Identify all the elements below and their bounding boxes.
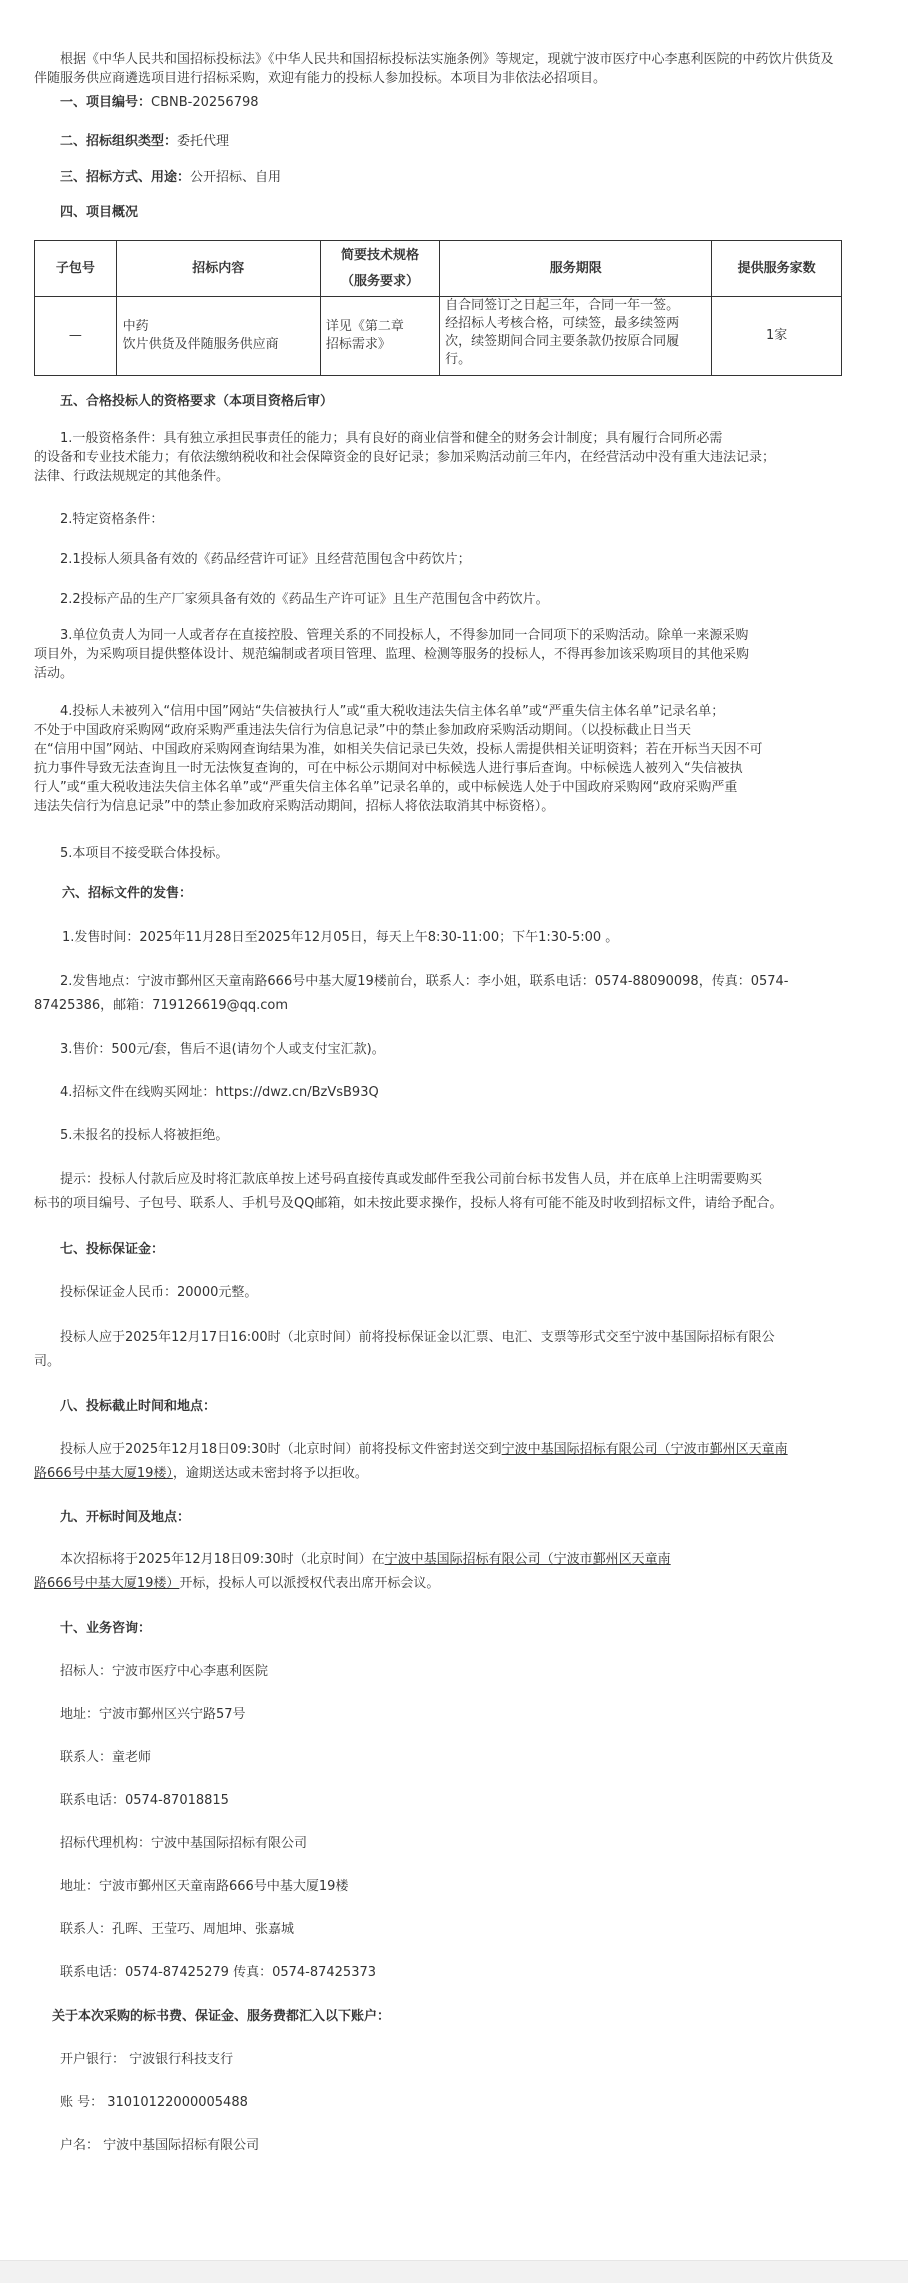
section-document-sale [62,884,192,903]
paragraph-line: 4.招标文件在线购买网址：https://dwz.cn/BzVsB93Q [60,1085,379,1100]
bank-line: 账 号： 31010122000005488 [60,2095,248,2110]
bidding-method: 公开招标、自用 [190,170,282,185]
col-count: 提供服务家数 [712,241,842,297]
qualification-5 [60,844,228,863]
section-label: 九、开标时间及地点： [60,1510,191,1525]
section-deposit [60,1240,164,1259]
intro-paragraph [34,50,846,88]
inquiry-line: 联系电话：0574-87018815 [60,1793,229,1808]
paragraph-line: 司。 [34,1354,61,1369]
section-label: 二、招标组织类型： [60,134,178,149]
cell-package: — [35,297,117,376]
paragraph-line: 不处于中国政府采购网“政府采购严重违法失信行为信息记录”中的禁止参加政府采购活动期间。（以投标截止日当天 [34,723,691,738]
inquiry-line: 联系人：孔晖、王莹巧、周旭坤、张嘉城 [60,1922,295,1937]
sale-unregistered [60,1126,228,1145]
cell-count: 1家 [712,297,842,376]
paragraph-line: 行人”或“重大税收违法失信主体名单”或“严重失信主体名单”记录名单的，或中标候选人处于中国政府采购网“政府采购严重 [34,780,738,795]
paragraph-line: 5.本项目不接受联合体投标。 [60,846,229,861]
paragraph-line [34,1462,846,1486]
cell-period [440,297,712,376]
paragraph-line: 法律、行政法规规定的其他条件。 [34,469,230,484]
paragraph-line: 3.售价：500元/套，售后不退(请勿个人或支付宝汇款)。 [60,1042,385,1057]
bank-line: 户名： 宁波中基国际招标有限公司 [60,2138,260,2153]
cell-content-line: 中药 [122,319,149,334]
paragraph-line: 1.发售时间：2025年11月28日至2025年12月05日，每天上午8:30-11:00；下午1:30-5:00 。 [62,930,619,945]
deposit-deadline [34,1326,846,1374]
col-spec [320,241,439,297]
sale-time [62,928,618,947]
qualification-2-1 [60,550,471,569]
cell-spec-line: 招标需求》 [325,337,391,352]
underlined-text: 路666号中基大厦19楼） [34,1466,173,1481]
cell-period-line: 自合同签订之日起三年，合同一年一签。 [445,298,680,313]
inquiry-line: 招标代理机构：宁波中基国际招标有限公司 [60,1836,308,1851]
qualification-2-2 [60,590,549,609]
section-bid-deadline [60,1397,216,1416]
paragraph-line [34,1548,846,1572]
text-fragment: 投标人应于2025年12月18日09:30时（北京时间）前将投标文件密封送交到 [60,1442,502,1457]
paragraph-line: 2.发售地点：宁波市鄞州区天童南路666号中基大厦19楼前台，联系人：李小姐，联系电话：0574-88090098，传真：0574- [60,974,789,989]
inquiry-line: 地址：宁波市鄞州区天童南路666号中基大厦19楼 [60,1879,349,1894]
paragraph-line: 投标人应于2025年12月17日16:00时（北京时间）前将投标保证金以汇票、电汇、支票等形式交至宁波中基国际招标有限公 [60,1330,775,1345]
page-bottom-bar [0,2260,908,2283]
sale-location [34,970,846,1018]
section-inquiry [60,1619,151,1638]
paragraph-line: 提示：投标人付款后应及时将汇款底单按上述号码直接传真或发邮件至我公司前台标书发售人员，并在底单上注明需要购买 [60,1172,763,1187]
section-label: 八、投标截止时间和地点： [60,1399,217,1414]
cell-spec [320,297,439,376]
intro-text: 根据《中华人民共和国招标投标法》《中华人民共和国招标投标法实施条例》等规定，现就宁波市医疗中心李惠利医院的中药饮片供货及伴随服务供应商遴选项目进行招标采购，欢迎有能力的投标人参加投标。本项目为非依法必招项目。 [34,52,834,86]
qualification-3 [34,626,846,683]
section-label: 六、招标文件的发售： [62,886,193,901]
col-spec-line1: 简要技术规格 [341,247,420,263]
section-project-number [60,93,259,112]
inquiry-line: 地址：宁波市鄞州区兴宁路57号 [60,1707,246,1722]
col-package: 子包号 [35,241,117,297]
section-label: 十、业务咨询： [60,1621,152,1636]
section-label: 七、投标保证金： [60,1242,165,1257]
deposit-amount [60,1283,257,1302]
col-content: 招标内容 [116,241,320,297]
cell-period-line: 行。 [445,352,472,367]
inquiry-list [60,1662,376,1982]
bank-line: 开户银行： 宁波银行科技支行 [60,2052,234,2067]
qualification-specific [60,510,163,529]
section-label: 关于本次采购的标书费、保证金、服务费都汇入以下账户： [52,2009,391,2024]
section-label: 一、项目编号： [60,95,152,110]
qualification-4 [34,702,846,816]
text-fragment: ，逾期送达或未密封将予以拒收。 [172,1466,368,1481]
paragraph-line: 87425386，邮箱：719126619@qq.com [34,998,289,1013]
cell-period-line: 经招标人考核合格，可续签，最多续签两 [445,316,680,331]
cell-content-line: 饮片供货及伴随服务供应商 [122,337,279,352]
inquiry-line: 招标人：宁波市医疗中心李惠利医院 [60,1664,269,1679]
organization-type: 委托代理 [177,134,230,149]
table-row [35,297,842,376]
paragraph-line: 3.单位负责人为同一人或者存在直接控股、管理关系的不同投标人，不得参加同一合同项下的采购活动。除单一来源采购 [60,628,749,643]
paragraph-line: 活动。 [34,666,74,681]
section-bidding-method [60,166,281,187]
paragraph-line: 4.投标人未被列入“信用中国”网站“失信被执行人”或“重大税收违法失信主体名单”或“严重失信主体名单”记录名单； [60,704,725,719]
underlined-text: 宁波中基国际招标有限公司（宁波市鄞州区天童南 [501,1442,788,1457]
section-label: 五、合格投标人的资格要求（本项目资格后审） [60,394,334,409]
paragraph-line: 2.1投标人须具备有效的《药品经营许可证》且经营范围包含中药饮片； [60,552,471,567]
paragraph-line: 2.特定资格条件： [60,512,164,527]
table-header-row [35,241,842,297]
paragraph-line: 项目外，为采购项目提供整体设计、规范编制或者项目管理、监理、检测等服务的投标人，不得再参加该采购项目的其他采购 [34,647,750,662]
paragraph-line: 5.未报名的投标人将被拒绝。 [60,1128,229,1143]
section-organization-type [60,130,229,151]
section-label: 三、招标方式、用途： [60,170,191,185]
sale-tip [34,1168,846,1216]
bank-list [60,2050,259,2155]
underlined-text: 宁波中基国际招标有限公司（宁波市鄞州区天童南 [384,1552,671,1567]
col-period: 服务期限 [440,241,712,297]
section-project-overview [60,203,138,222]
opening-paragraph [34,1548,846,1596]
section-qualification [60,392,333,411]
col-spec-line2: （服务要求） [341,273,420,289]
section-opening [60,1508,190,1527]
underlined-text: 路666号中基大厦19楼） [34,1576,180,1591]
paragraph-line: 1.一般资格条件：具有独立承担民事责任的能力；具有良好的商业信誉和健全的财务会计制度；具有履行合同所必需 [60,431,723,446]
text-fragment: 本次招标将于2025年12月18日09:30时（北京时间）在 [60,1552,385,1567]
cell-content [116,297,320,376]
cell-spec-line: 详见《第二章 [325,319,404,334]
paragraph-line: 在“信用中国”网站、中国政府采购网查询结果为准，如相关失信记录已失效，投标人需提供相关证明资料；若在开标当天因不可 [34,742,763,757]
paragraph-line [34,1438,846,1462]
project-number: CBNB-20256798 [151,95,259,110]
paragraph-line: 标书的项目编号、子包号、联系人、手机号及QQ邮箱，如未按此要求操作，投标人将有可能不能及时收到招标文件，请给予配合。 [34,1196,783,1211]
section-label: 四、项目概况 [60,205,139,220]
section-bank-account [52,2007,390,2026]
text-fragment: 开标，投标人可以派授权代表出席开标会议。 [179,1576,440,1591]
qualification-general [34,429,846,486]
paragraph-line [34,1572,846,1596]
paragraph-line: 的设备和专业技术能力；有依法缴纳税收和社会保障资金的良好记录；参加采购活动前三年内，在经营活动中没有重大违法记录； [34,450,776,465]
sale-price [60,1040,385,1059]
inquiry-line: 联系电话：0574-87425279 传真：0574-87425373 [60,1965,377,1980]
sale-online-url [60,1083,379,1102]
bid-deadline-paragraph [34,1438,846,1486]
paragraph-line: 抗力事件导致无法查询且一时无法恢复查询的，可在中标公示期间对中标候选人进行事后查询。中标候选人被列入“失信被执 [34,761,743,776]
inquiry-line: 联系人：童老师 [60,1750,152,1765]
paragraph-line: 违法失信行为信息记录”中的禁止参加政府采购活动期间，招标人将依法取消其中标资格）。 [34,799,555,814]
paragraph-line: 2.2投标产品的生产厂家须具备有效的《药品生产许可证》且生产范围包含中药饮片。 [60,592,549,607]
project-overview-table [34,240,842,376]
cell-period-line: 次，续签期间合同主要条款仍按原合同履 [445,334,680,349]
paragraph-line: 投标保证金人民币：20000元整。 [60,1285,258,1300]
